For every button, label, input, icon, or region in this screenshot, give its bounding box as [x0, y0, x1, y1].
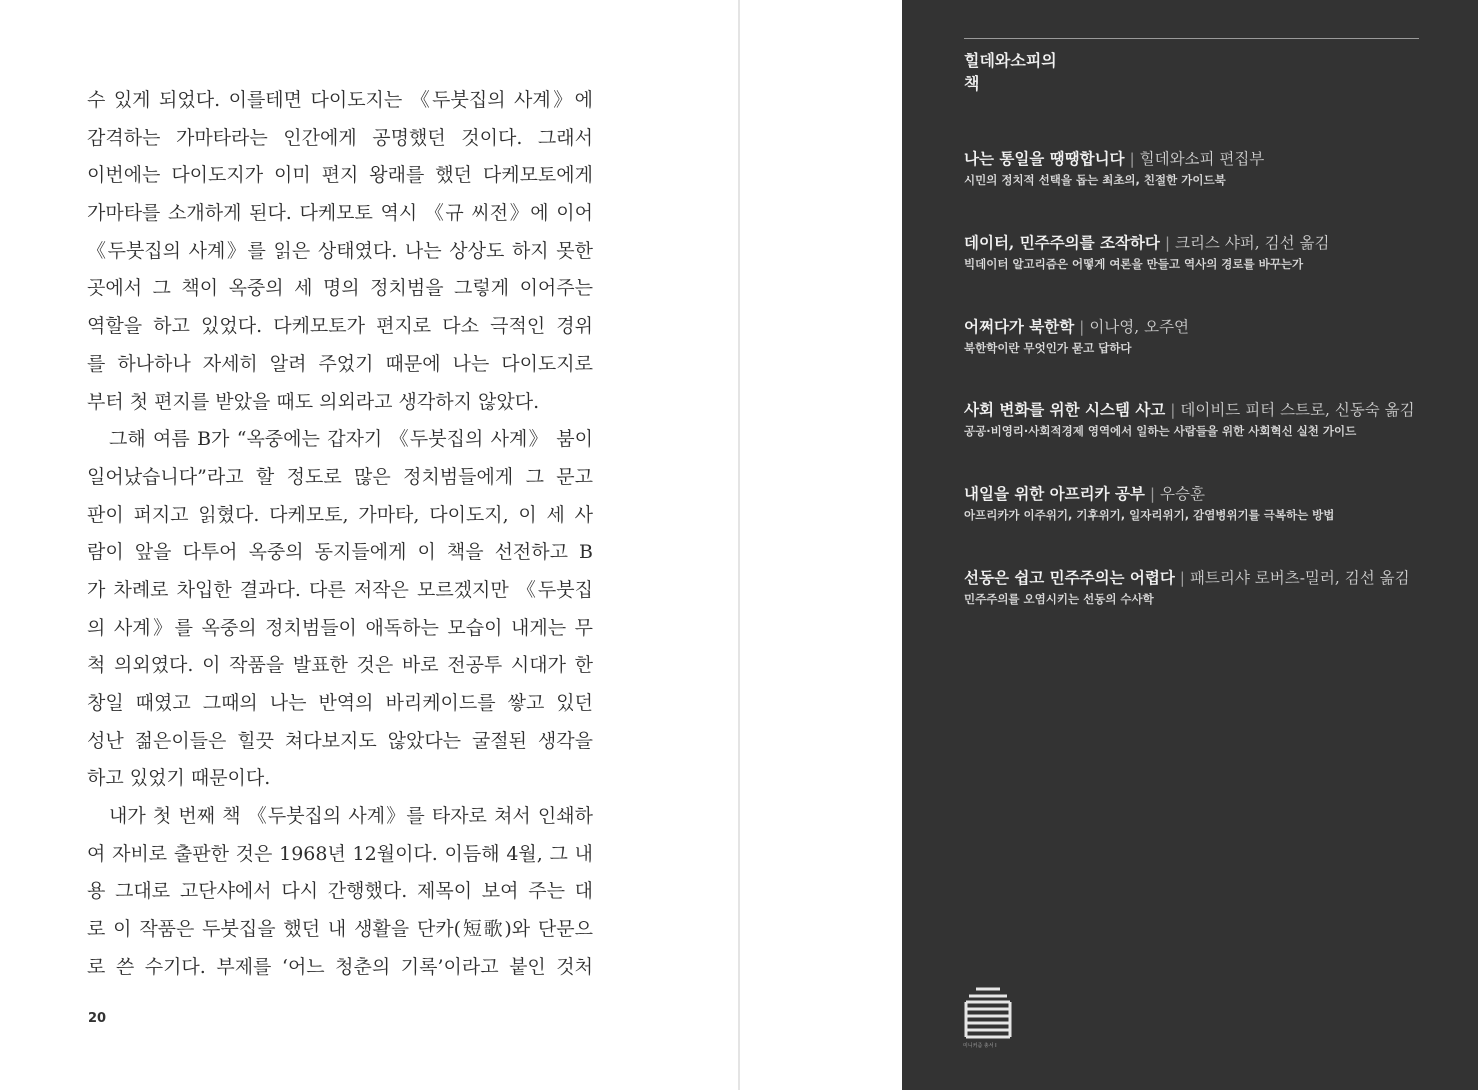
page-number: 20: [88, 1011, 107, 1026]
book-item: [964, 232, 1464, 316]
book-title: 어쩌다가 북한학: [964, 316, 1075, 336]
book-item: [964, 567, 1464, 651]
book-item: [964, 399, 1464, 483]
book-item: [964, 316, 1464, 400]
top-rule: [964, 38, 1419, 39]
book-heading: [964, 316, 1464, 338]
book-title: 사회 변화를 위한 시스템 사고: [964, 400, 1166, 420]
book-subtitle: 아프리카가 이주위기, 기후위기, 일자리위기, 감염병위기를 극복하는 방법: [964, 508, 1335, 523]
book-subtitle: 시민의 정치적 선택을 돕는 최초의, 친절한 가이드북: [964, 173, 1226, 187]
book-separator: |: [1129, 150, 1135, 168]
series-title: [964, 49, 1057, 95]
text-line: 그해 여름 B가 “옥중에는 갑자기 《두붓집의 사계》 붐이: [109, 428, 593, 451]
book-author: 패트리샤 로버츠-밀러, 김선 옮김: [1189, 568, 1410, 587]
text-line: 의 사계》를 옥중의 정치범들이 애독하는 모습이 내게는 무: [87, 616, 593, 639]
text-line: 여 자비로 출판한 것은 1968년 12월이다. 이듬해 4월, 그 내: [87, 842, 593, 865]
book-separator: |: [1179, 568, 1186, 587]
book-author: 우승훈: [1160, 485, 1205, 504]
text-line: 로 이 작품은 두붓집을 했던 내 생활을 단카(短歌)와 단문으: [87, 918, 593, 941]
book-separator: |: [1170, 401, 1176, 420]
book-heading: [964, 483, 1464, 505]
text-line: 가마타를 소개하게 된다. 다케모토 역시 《규 씨전》에 이어: [87, 202, 593, 225]
text-line: 창일 때였고 그때의 나는 반역의 바리케이드를 쌓고 있던: [87, 692, 593, 714]
book-author: 이나영, 오주연: [1089, 317, 1190, 336]
text-line: 곳에서 그 책이 옥중의 세 명의 정치범을 그렇게 이어주는: [87, 277, 593, 300]
text-line: 척 의외였다. 이 작품을 발표한 것은 바로 전공투 시대가 한: [87, 654, 593, 677]
text-line: 부터 첫 편지를 받았을 때도 의외라고 생각하지 않았다.: [87, 390, 540, 413]
book-item: [964, 148, 1464, 232]
body-text: [87, 82, 593, 987]
book-heading: [964, 567, 1464, 589]
left-page: [0, 0, 738, 1090]
book-heading: [964, 399, 1464, 421]
text-line: 성난 젊은이들은 힐끗 쳐다보지도 않았다는 굴절된 생각을: [87, 729, 593, 752]
text-line: 판이 퍼지고 읽혔다. 다케모토, 가마타, 다이도지, 이 세 사: [87, 503, 593, 526]
book-heading: [964, 232, 1464, 254]
book-title: 나는 통일을 땡땡합니다: [964, 149, 1125, 168]
book-separator: |: [1079, 317, 1085, 336]
book-author: 힐데와소피 편집부: [1139, 150, 1265, 168]
text-line: 용 그대로 고단샤에서 다시 간행했다. 제목이 보여 주는 대: [87, 880, 593, 903]
right-page: [902, 0, 1478, 1090]
text-line: 수 있게 되었다. 이를테면 다이도지는 《두붓집의 사계》에: [87, 89, 593, 111]
book-subtitle: 북한학이란 무엇인가 묻고 답하다: [964, 340, 1132, 355]
book-author: 크리스 샤퍼, 김선 옮김: [1174, 233, 1330, 252]
text-line: 람이 앞을 다투어 옥중의 동지들에게 이 책을 선전하고 B: [87, 541, 593, 564]
series-title-line1: 힐데와소피의: [964, 51, 1057, 70]
book-title: 내일을 위한 아프리카 공부: [964, 484, 1145, 504]
text-line: 일어났습니다”라고 할 정도로 많은 정치범들에게 그 문고: [87, 465, 593, 488]
book-subtitle: 공공·비영리·사회적경제 영역에서 일하는 사람들을 위한 사회혁신 실천 가이드: [964, 424, 1357, 439]
book-separator: |: [1149, 485, 1156, 504]
book-separator: |: [1164, 233, 1171, 252]
text-line: 하고 있었기 때문이다.: [87, 767, 271, 790]
text-line: 내가 첫 번째 책 《두붓집의 사계》를 타자로 쳐서 인쇄하: [109, 805, 593, 828]
text-line: 가 차례로 차입한 결과다. 다른 저작은 모르겠지만 《두붓집: [87, 578, 593, 601]
text-line: 《두붓집의 사계》를 읽은 상태였다. 나는 상상도 하지 못한: [87, 239, 593, 262]
text-line: 를 하나하나 자세히 알려 주었기 때문에 나는 다이도지로: [87, 352, 593, 375]
text-line: 역할을 하고 있었다. 다케모토가 편지로 다소 극적인 경위: [87, 315, 593, 338]
page-margin: [740, 0, 902, 1090]
book-list: [964, 148, 1464, 651]
book-item: [964, 483, 1464, 567]
book-author: 데이비드 피터 스트로, 신동숙 옮김: [1180, 401, 1415, 420]
series-title-line2: 책: [964, 74, 980, 93]
logo-caption: 미니커즘 총서 I: [963, 1043, 997, 1049]
book-title: 데이터, 민주주의를 조작하다: [964, 232, 1160, 252]
text-line: 로 쓴 수기다. 부제를 ‘어느 청춘의 기록’이라고 붙인 것처: [87, 955, 593, 978]
book-subtitle: 민주주의를 오염시키는 선동의 수사학: [964, 591, 1154, 606]
text-line: 감격하는 가마타라는 인간에게 공명했던 것이다. 그래서: [87, 126, 593, 149]
book-heading: [964, 148, 1464, 170]
text-line: 이번에는 다이도지가 이미 편지 왕래를 했던 다케모토에게: [87, 164, 593, 187]
book-title: 선동은 쉽고 민주주의는 어렵다: [964, 567, 1175, 587]
book-subtitle: 빅데이터 알고리즘은 어떻게 여론을 만들고 역사의 경로를 바꾸는가: [964, 256, 1304, 271]
